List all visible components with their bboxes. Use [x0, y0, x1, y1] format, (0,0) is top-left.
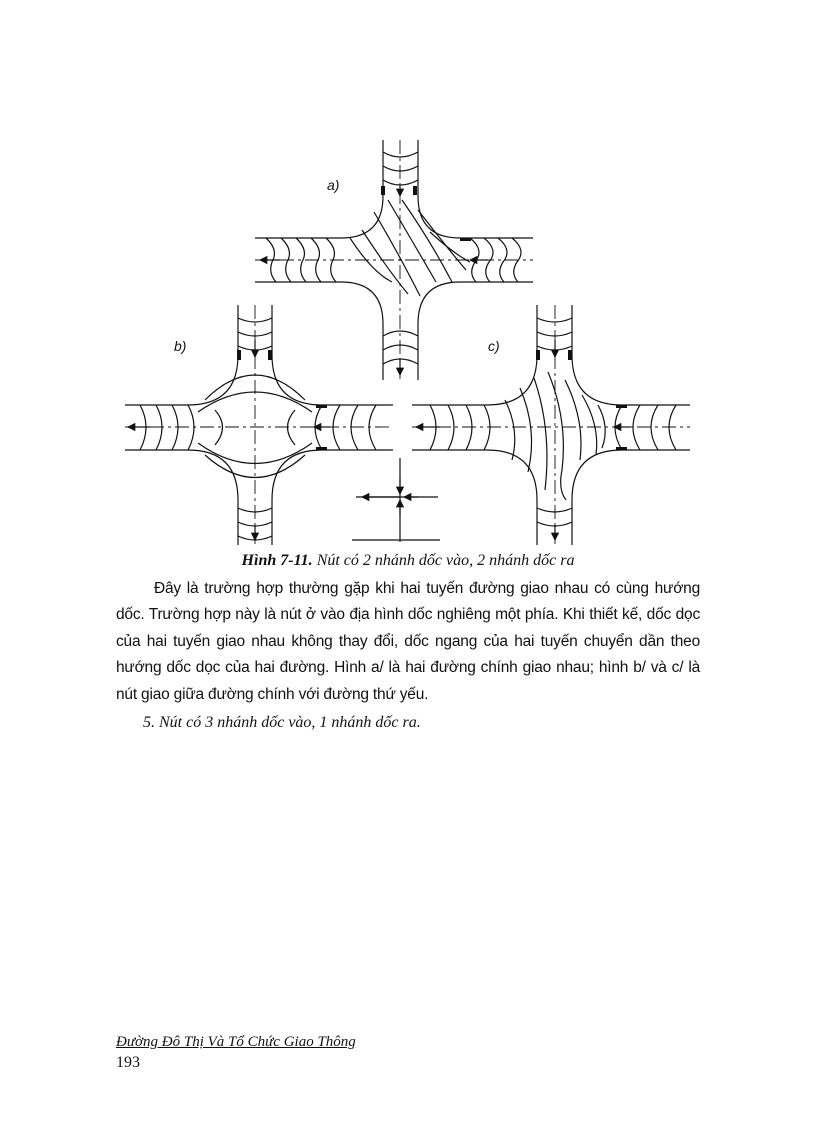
label-c: c): [488, 338, 500, 354]
figure-caption-label: Hình 7-11.: [241, 552, 313, 569]
diagram-c: [412, 305, 690, 545]
figure-caption: [0, 552, 816, 570]
intersection-figure: [0, 0, 816, 560]
direction-legend: [352, 458, 440, 542]
section-heading: 5. Nút có 3 nhánh dốc vào, 1 nhánh dốc ra.: [143, 714, 421, 731]
footer-book-title: Đường Đô Thị Và Tổ Chức Giao Thông: [116, 1034, 356, 1050]
page-number: 193: [116, 1054, 140, 1071]
diagram-b: [125, 305, 393, 545]
figure-caption-text: Nút có 2 nhánh dốc vào, 2 nhánh dốc ra: [312, 552, 575, 569]
label-a: a): [327, 177, 340, 193]
label-b: b): [174, 338, 187, 354]
body-paragraph: Đây là trường hợp thường gặp khi hai tuyến đường giao nhau có cùng hướng dốc. Trường hợp này là nút ở vào địa hình dốc nghiêng một phía. Khi thiết kế, dốc dọc của hai tuyến giao nhau không thay đổi, dốc ngang của hai tuyến chuyển dần theo hướng dốc dọc của hai đường. Hình a/ là hai đường chính giao nhau; hình b/ và c/ là nút giao giữa đường chính với đường thứ yếu.: [116, 580, 700, 703]
